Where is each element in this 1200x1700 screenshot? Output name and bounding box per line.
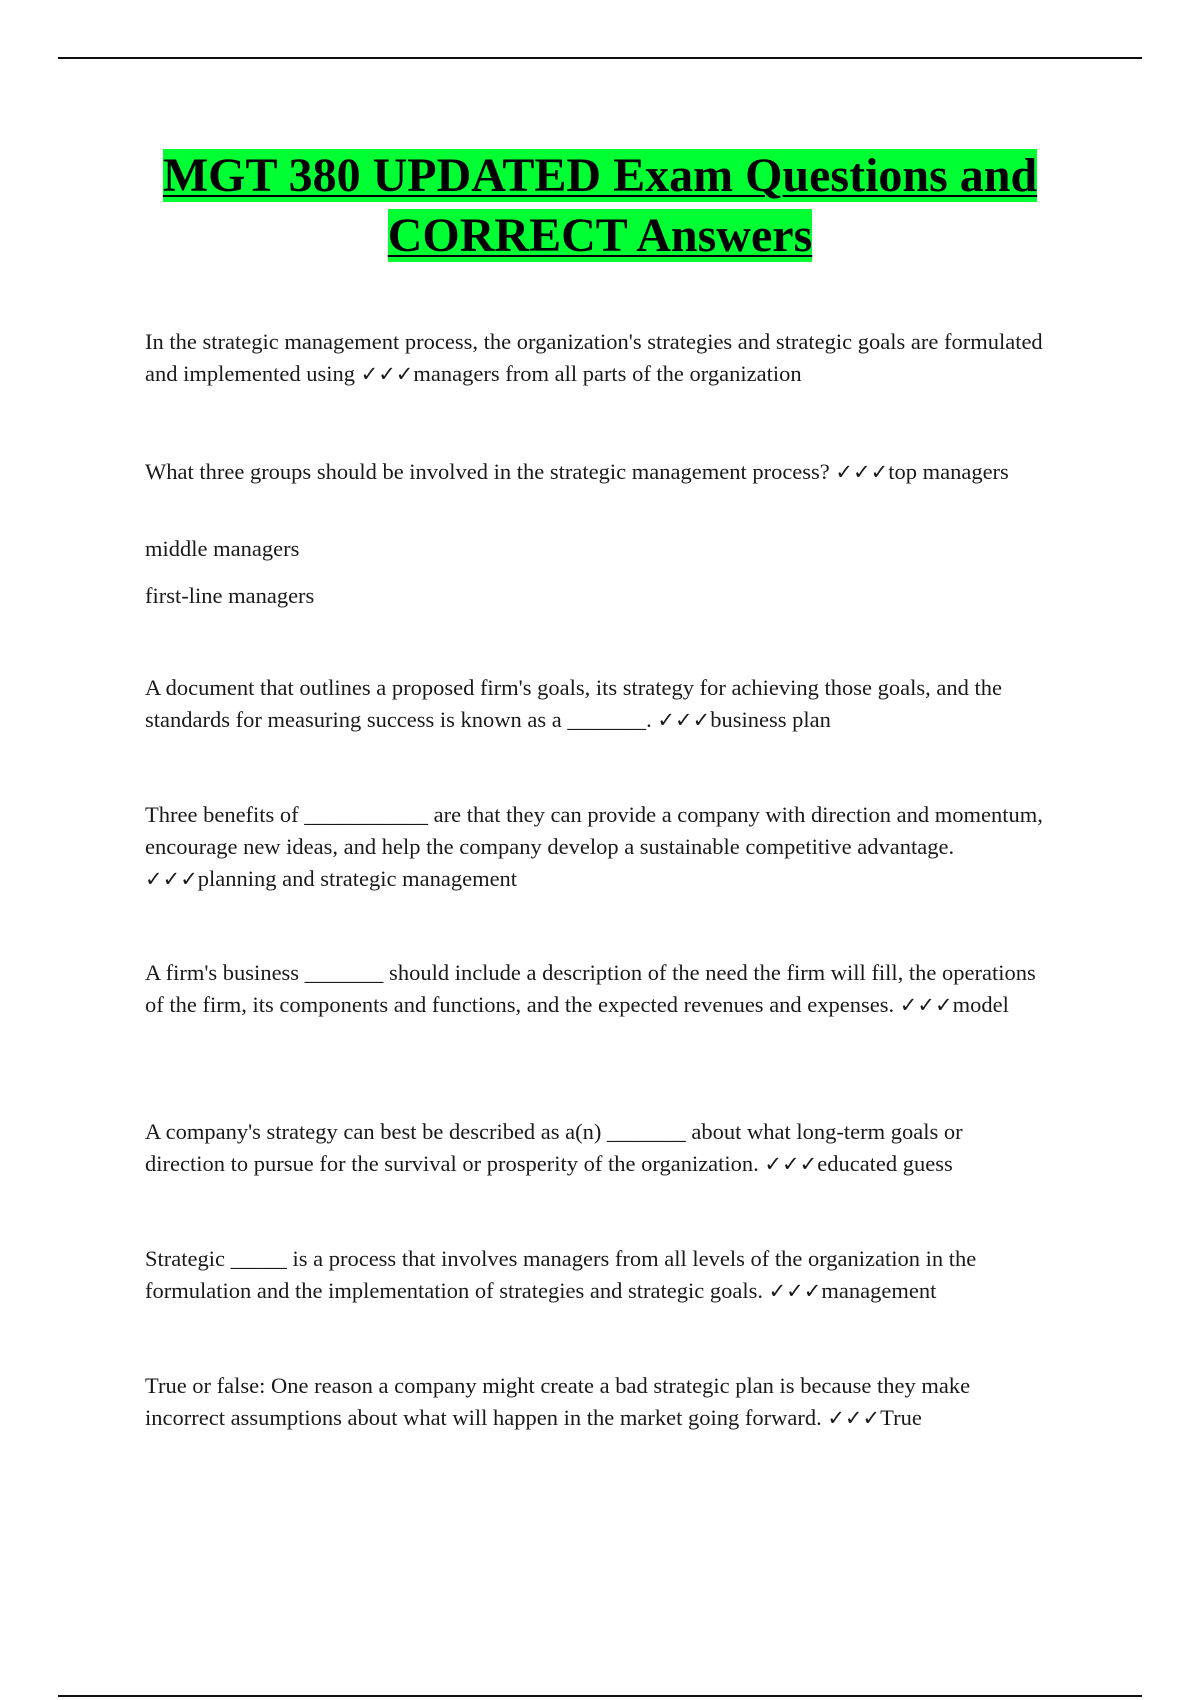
answer-text: management: [821, 1278, 937, 1303]
question-text: Three benefits of ___________ are that they can provide a company with direction and momentum, encourage new ideas, and help the company develop a sustainable competitive advantage.: [145, 802, 1043, 859]
question-text: A company's strategy can best be described as a(n) _______ about what long-term goals or direction to pursue for the survival or prosperity of the organization.: [145, 1119, 963, 1176]
question-text: Strategic _____ is a process that involves managers from all levels of the organization in the formulation and the implementation of strategies and strategic goals.: [145, 1246, 977, 1303]
answer-extra-line: middle managers: [145, 536, 300, 561]
question-text: A document that outlines a proposed firm's goals, its strategy for achieving those goals, and the standards for measuring success is known as a _______.: [145, 675, 1002, 732]
answer-text: business plan: [710, 707, 831, 732]
top-rule: [58, 57, 1142, 59]
checkmark-icon: ✓✓✓: [827, 1406, 881, 1430]
bottom-rule: [58, 1695, 1142, 1697]
answer-text: model: [952, 992, 1009, 1017]
qa-item-7: [145, 1243, 1045, 1307]
qa-item-2: [145, 456, 1045, 488]
qa-item-6: [145, 1116, 1045, 1180]
title-line-2: CORRECT Answers: [387, 209, 813, 262]
page-title: [100, 146, 1100, 266]
answer-text: planning and strategic management: [197, 866, 518, 891]
question-text: True or false: One reason a company might create a bad strategic plan is because they make incorrect assumptions about what will happen in the market going forward.: [145, 1373, 971, 1430]
answer-text: top managers: [888, 459, 1009, 484]
question-text: In the strategic management process, the organization's strategies and strategic goals are formulated and implemented using: [145, 329, 1043, 386]
answer-extra-line: first-line managers: [145, 583, 315, 608]
checkmark-icon: ✓✓✓: [657, 708, 711, 732]
qa-item-3: [145, 672, 1045, 736]
question-text: A firm's business _______ should include a description of the need the firm will fill, the operations of the firm, its components and functions, and the expected revenues and expenses.: [145, 960, 1036, 1017]
qa-item-5: [145, 957, 1045, 1021]
checkmark-icon: ✓✓✓: [835, 460, 889, 484]
title-line-1: MGT 380 UPDATED Exam Questions and: [162, 149, 1038, 202]
qa-item-8: [145, 1370, 1045, 1434]
checkmark-icon: ✓✓✓: [764, 1152, 818, 1176]
answer-text: educated guess: [817, 1151, 953, 1176]
checkmark-icon: ✓✓✓: [145, 867, 198, 891]
checkmark-icon: ✓✓✓: [360, 362, 414, 386]
qa-item-1: [145, 326, 1045, 390]
answer-text: True: [880, 1405, 922, 1430]
question-text: What three groups should be involved in the strategic management process?: [145, 459, 836, 484]
checkmark-icon: ✓✓✓: [768, 1279, 822, 1303]
answer-text: managers from all parts of the organization: [413, 361, 802, 386]
checkmark-icon: ✓✓✓: [899, 993, 953, 1017]
qa-item-4: [145, 799, 1045, 895]
